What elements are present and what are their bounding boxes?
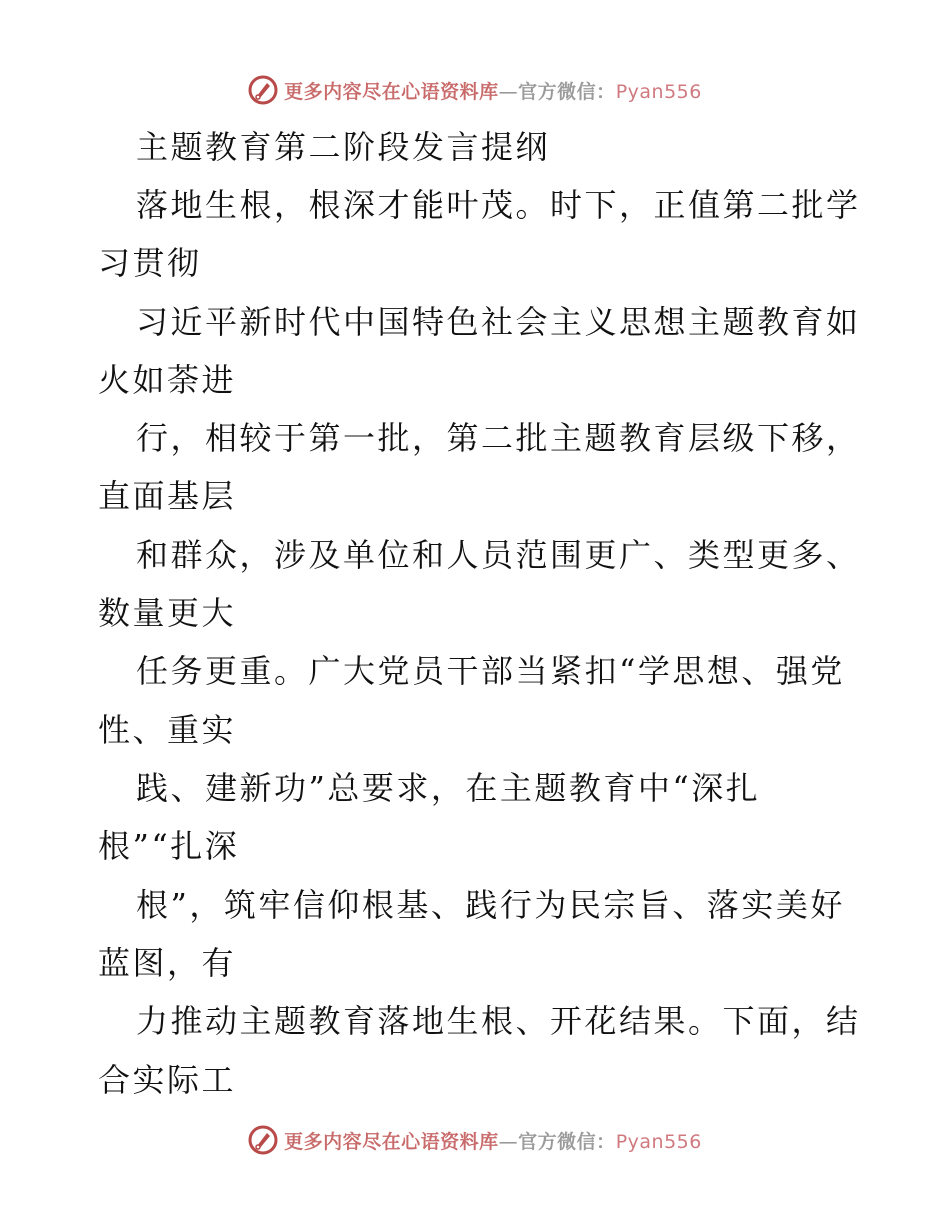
paragraph-line: 蓝图，有: [98, 944, 237, 982]
banner-wechat-label: 官方微信：: [518, 80, 616, 103]
paragraph-line: 践、建新功”总要求，在主题教育中“深扎: [136, 769, 761, 807]
banner-main-text: 更多内容尽在心语资料库: [284, 80, 499, 103]
pen-logo-icon: [248, 1125, 278, 1155]
banner-wechat-label: 官方微信：: [518, 1130, 616, 1153]
paragraph-line: 数量更大: [98, 594, 237, 632]
banner-wechat-id: Pyan556: [615, 80, 702, 103]
banner-wechat-id: Pyan556: [615, 1130, 702, 1153]
paragraph-line: 直面基层: [98, 477, 237, 515]
paragraph-line: 习贯彻: [98, 244, 202, 282]
paragraph-line: 根”“扎深: [98, 827, 240, 865]
paragraph-line: 任务更重。广大党员干部当紧扣“学思想、强党: [136, 652, 845, 690]
document-title: 主题教育第二阶段发言提纲: [136, 128, 551, 166]
paragraph-line: 行，相较于第一批，第二批主题教育层级下移，: [136, 419, 861, 457]
paragraph-line: 习近平新时代中国特色社会主义思想主题教育如: [136, 303, 861, 341]
paragraph-line: 和群众，涉及单位和人员范围更广、类型更多、: [136, 536, 861, 574]
header-banner: [0, 70, 950, 110]
paragraph-line: 落地生根，根深才能叶茂。时下，正值第二批学: [136, 186, 861, 224]
paragraph-line: 根”，筑牢信仰根基、践行为民宗旨、落实美好: [136, 886, 845, 924]
banner-main-text: 更多内容尽在心语资料库: [284, 1130, 499, 1153]
paragraph-line: 火如荼进: [98, 361, 237, 399]
paragraph-line: 合实际工: [98, 1061, 237, 1099]
paragraph-line: 性、重实: [98, 711, 237, 749]
pen-logo-icon: [248, 75, 278, 105]
paragraph-line: 力推动主题教育落地生根、开花结果。下面，结: [136, 1002, 861, 1040]
footer-banner: [0, 1120, 950, 1160]
banner-dash: —: [498, 1130, 519, 1153]
banner-dash: —: [498, 80, 519, 103]
